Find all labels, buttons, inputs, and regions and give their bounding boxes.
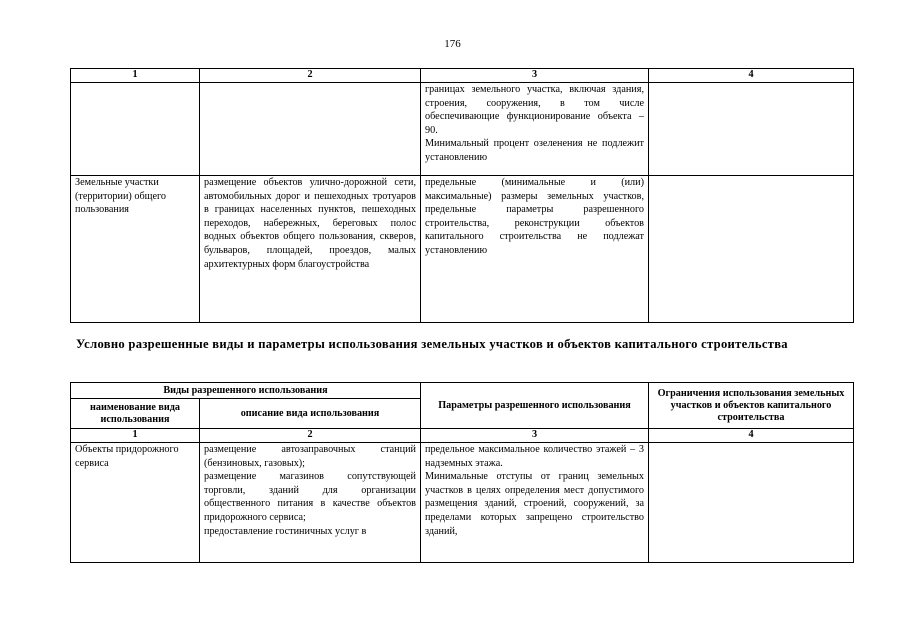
column-number: 4	[649, 429, 854, 443]
name-cell: Объекты придорожного сервиса	[71, 443, 200, 563]
description-column-header: описание вида использования	[200, 399, 421, 429]
land-use-table-continued	[70, 68, 854, 323]
section-heading: Условно разрешенные виды и параметры использования земельных участков и объектов капитального строительства	[76, 337, 788, 351]
use-types-group-header: Виды разрешенного использования	[71, 383, 421, 399]
description-cell: размещение автозаправочных станций (бензиновых, газовых); размещение магазинов сопутствующей торговли, зданий для организации общественного питания в качестве объектов придорожного сервиса; предоставление гостиничных услуг в	[200, 443, 421, 563]
description-cell	[200, 83, 421, 176]
params-column-header: Параметры разрешенного использования	[421, 383, 649, 429]
params-cell: границах земельного участка, включая здания, строения, сооружения, в том числе обеспечивающие функционирование объекта – 90. Минимальный процент озеленения не подлежит установлению	[421, 83, 649, 176]
params-cell: предельное максимальное количество этажей – 3 надземных этажа. Минимальные отступы от границ земельных участков в целях определения мест допустимого размещения зданий, строений, сооружений, за пределами которых запрещено строительство зданий,	[421, 443, 649, 563]
page-number: 176	[444, 38, 461, 50]
column-number: 2	[200, 69, 421, 83]
column-number: 3	[421, 429, 649, 443]
column-number-row	[71, 429, 854, 443]
column-number-row	[71, 69, 854, 83]
description-cell: размещение объектов улично-дорожной сети, автомобильных дорог и пешеходных тротуаров в границах населенных пунктов, пешеходных переходов, набережных, береговых полос водных объектов общего пользования, скверов, бульваров, площадей, проездов, малых архитектурных форм благоустройства	[200, 176, 421, 323]
column-number: 2	[200, 429, 421, 443]
table-row	[71, 83, 854, 176]
restrictions-column-header: Ограничения использования земельных участков и объектов капитального строительства	[649, 383, 854, 429]
name-column-header: наименование вида использования	[71, 399, 200, 429]
table-row	[71, 443, 854, 563]
restrictions-cell	[649, 83, 854, 176]
table-row	[71, 176, 854, 323]
name-cell: Земельные участки (территории) общего пользования	[71, 176, 200, 323]
restrictions-cell	[649, 443, 854, 563]
column-number: 1	[71, 69, 200, 83]
header-row	[71, 383, 854, 399]
name-cell	[71, 83, 200, 176]
params-cell: предельные (минимальные и (или) максимальные) размеры земельных участков, предельные параметры разрешенного строительства, реконструкции объектов капитального строительства не подлежат установлению	[421, 176, 649, 323]
column-number: 3	[421, 69, 649, 83]
restrictions-cell	[649, 176, 854, 323]
conditional-land-use-table	[70, 382, 854, 563]
column-number: 4	[649, 69, 854, 83]
column-number: 1	[71, 429, 200, 443]
